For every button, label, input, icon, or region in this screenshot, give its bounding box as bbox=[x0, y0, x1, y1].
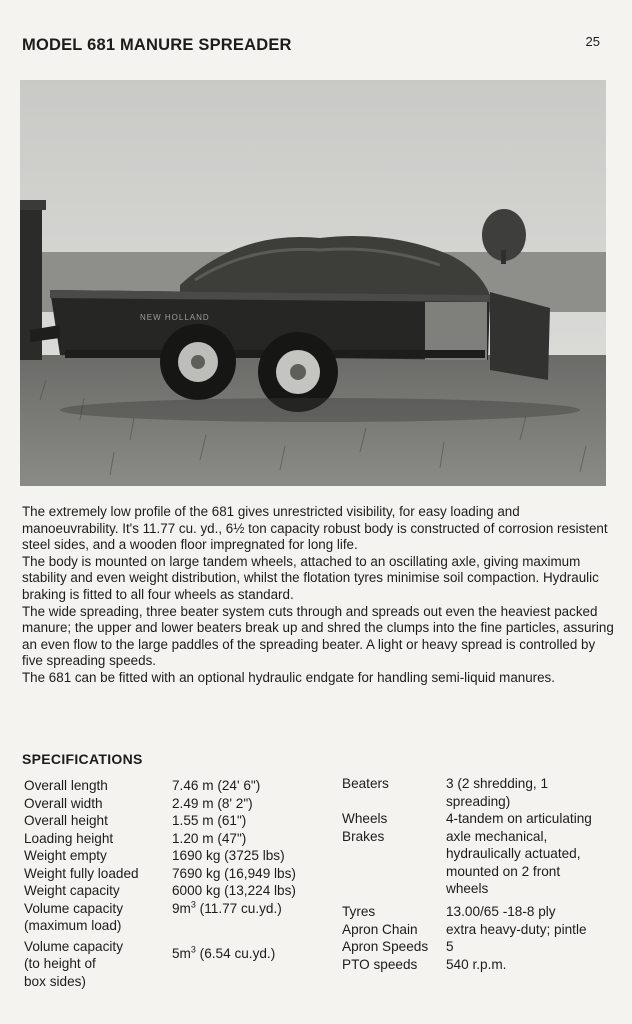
spec-label: Weight empty bbox=[24, 848, 107, 863]
spec-value: 7690 kg (16,949 lbs) bbox=[172, 865, 296, 881]
specifications-heading: SPECIFICATIONS bbox=[22, 751, 143, 767]
spec-value-superscript: 3 bbox=[190, 943, 196, 954]
spec-label-beaters: Beaters bbox=[342, 776, 389, 791]
spec-value bbox=[172, 945, 296, 963]
spec-labels-right-top bbox=[342, 775, 389, 845]
spreader-photo-illustration bbox=[20, 80, 606, 486]
spec-value-apron-chain: extra heavy-duty; pintle bbox=[446, 921, 587, 937]
spec-label: Volume capacity bbox=[24, 900, 123, 916]
spec-labels-left bbox=[24, 777, 139, 990]
spec-values-right-top bbox=[446, 775, 592, 898]
spec-value-main: 5m bbox=[172, 945, 191, 961]
spec-value bbox=[172, 900, 296, 918]
spec-value-beaters-cont: spreading) bbox=[446, 793, 511, 809]
spec-value-brakes-cont: mounted on 2 front bbox=[446, 863, 561, 879]
page-title: MODEL 681 MANURE SPREADER bbox=[22, 36, 292, 54]
spec-label: Volume capacity bbox=[24, 938, 123, 954]
spec-label-wheels: Wheels bbox=[342, 811, 388, 826]
spec-value-wheels: 4-tandem on articulating bbox=[446, 811, 592, 826]
spec-value-brakes-cont: wheels bbox=[446, 881, 489, 896]
spec-values-right-bottom bbox=[446, 903, 587, 973]
description-paragraph: The 681 can be fitted with an optional hydraulic endgate for handling semi-liquid manures. bbox=[22, 669, 555, 685]
spec-labels-right-bottom bbox=[342, 903, 428, 973]
description bbox=[22, 504, 618, 687]
spec-label-apron-speeds: Apron Speeds bbox=[342, 939, 429, 954]
spec-label: box sides) bbox=[24, 973, 86, 989]
spec-label: (to height of bbox=[24, 956, 96, 971]
spec-label-pto: PTO speeds bbox=[342, 956, 418, 972]
spec-value-tyres: 13.00/65 -18-8 ply bbox=[446, 904, 556, 919]
spec-value-beaters: 3 (2 shredding, 1 bbox=[446, 776, 549, 791]
spec-value-rest: (11.77 cu.yd.) bbox=[195, 900, 282, 916]
spec-value-main: 9m bbox=[172, 900, 191, 916]
spec-label-tyres: Tyres bbox=[342, 904, 376, 919]
description-paragraph: The wide spreading, three beater system cuts through and spreads out even the heaviest packed manure; the upper and lower beaters break up and shred the clumps into the fine particles, assuring an even flow to the large paddles of the spreading beater. A light or heavy spread is controlled by five spreading speeds. bbox=[22, 603, 614, 669]
spec-label: Overall height bbox=[24, 813, 108, 828]
spec-value: 1.20 m (47") bbox=[172, 830, 247, 846]
spec-label: Overall width bbox=[24, 795, 103, 811]
description-paragraph: The extremely low profile of the 681 gives unrestricted visibility, for easy loading and manoeuvrability. It's 11.77 cu. yd., 6½ ton capacity robust body is constructed of corrosion resistent steel sides, and a wooden floor impregnated for long life. bbox=[22, 504, 608, 553]
description-paragraph: The body is mounted on large tandem wheels, attached to an oscillating axle, giving maximum stability and even weight distribution, whilst the flotation tyres minimise soil compaction. Hydraulic braking is fitted to all four wheels as standard. bbox=[22, 553, 599, 602]
spec-value-brakes: axle mechanical, bbox=[446, 828, 548, 844]
spec-label-brakes: Brakes bbox=[342, 828, 385, 844]
spec-values-left bbox=[172, 777, 296, 962]
spec-value: 1690 kg (3725 lbs) bbox=[172, 848, 285, 863]
spec-value-pto: 540 r.p.m. bbox=[446, 956, 507, 972]
spec-value-superscript: 3 bbox=[190, 898, 196, 909]
spec-label: Weight fully loaded bbox=[24, 865, 139, 881]
spec-label: Loading height bbox=[24, 830, 114, 846]
spec-value: 7.46 m (24' 6") bbox=[172, 778, 261, 793]
spreader-photo bbox=[20, 80, 606, 486]
brand-lettering: NEW HOLLAND bbox=[140, 313, 210, 322]
page-number: 25 bbox=[585, 34, 600, 49]
spec-value: 1.55 m (61") bbox=[172, 813, 247, 828]
spec-label: Weight capacity bbox=[24, 883, 120, 898]
spec-label-apron-chain: Apron Chain bbox=[342, 921, 418, 937]
spec-value: 6000 kg (13,224 lbs) bbox=[172, 883, 296, 898]
spec-value-rest: (6.54 cu.yd.) bbox=[195, 945, 276, 961]
spec-label: (maximum load) bbox=[24, 918, 122, 933]
spec-value-brakes-cont: hydraulically actuated, bbox=[446, 846, 581, 861]
spec-label: Overall length bbox=[24, 778, 108, 793]
spec-value: 2.49 m (8' 2") bbox=[172, 795, 253, 811]
spec-value-apron-speeds: 5 bbox=[446, 939, 454, 954]
